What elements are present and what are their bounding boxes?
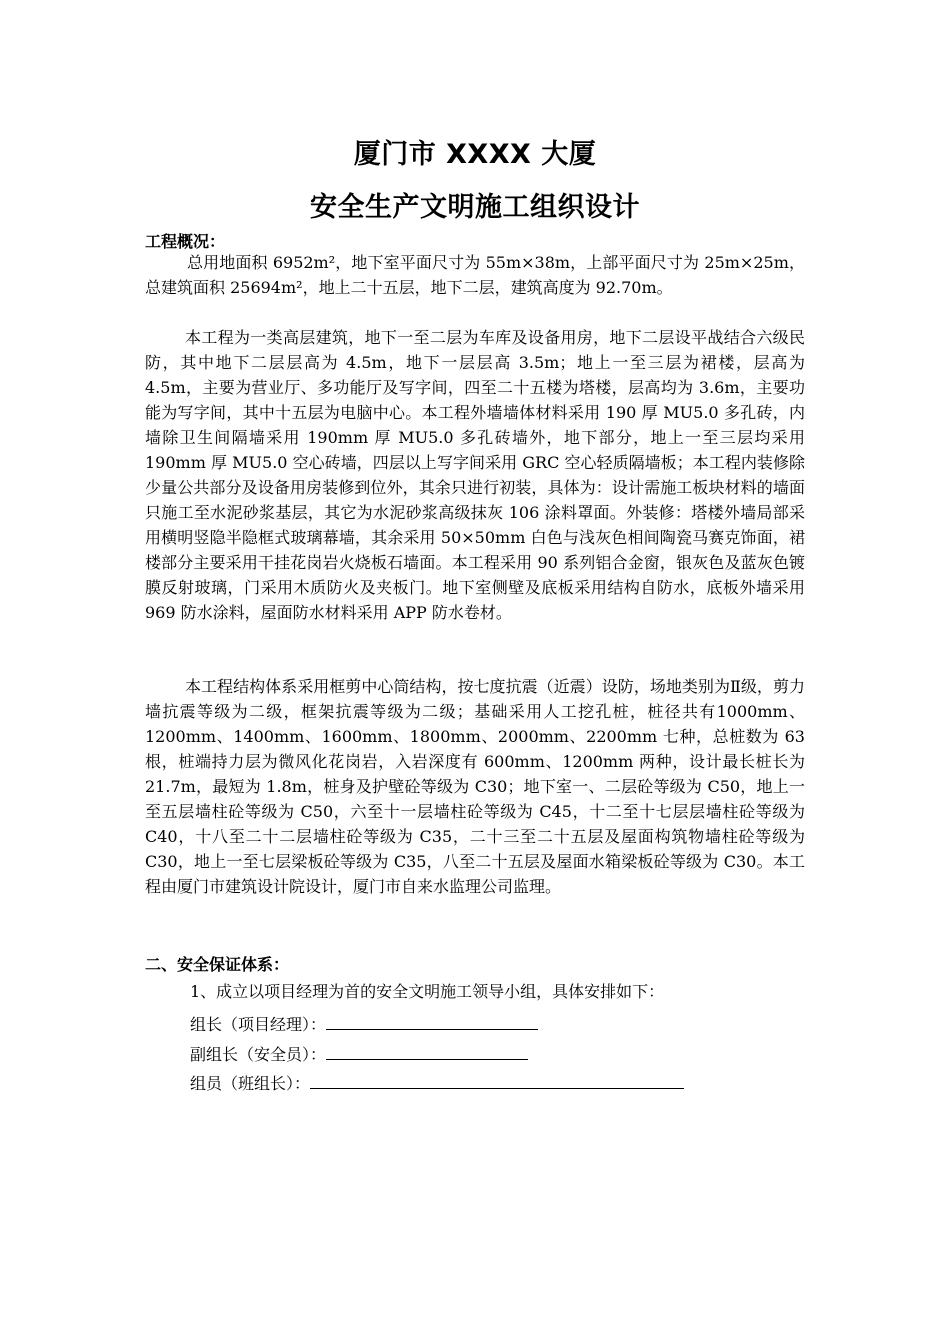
list-item-leadership-group: 1、成立以项目经理为首的安全文明施工领导小组，具体安排如下： [190,982,665,1001]
document-title-plan: 安全生产文明施工组织设计 [310,192,640,223]
deputy-field [190,1041,528,1067]
section-heading-overview: 工程概况： [145,232,226,251]
member-label: 组员（班组长）： [190,1074,311,1093]
deputy-label: 副组长（安全员）： [190,1045,327,1064]
paragraph-structure-description: 本工程结构体系采用框剪中心筒结构，按七度抗震（近震）设防，场地类别为Ⅱ级，剪力墙抗震等级为二级，框架抗震等级为二级；基础采用人工挖孔桩，桩径共有1000mm、1200mm、1400mm、1600mm、1800mm、2000mm、2200mm 七种，总桩数为 63 根，桩端持力层为微风化花岗岩，入岩深度有 600mm、1200mm 两种，设计最长桩长为 21.7m，最短为 1.8m，桩身及护壁砼等级为 C30；地下室一、二层砼等级为 C50，地上一至五层墙柱砼等级为 C50，六至十一层墙柱砼等级为 C45，十二至十七层层墙柱砼等级为 C40，十八至二十二层墙柱砼等级为 C35，二十三至二十五层及屋面构筑物墙柱砼等级为 C30，地上一至七层梁板砼等级为 C35，八至二十五层及屋面水箱梁板砼等级为 C30。本工程由厦门市建筑设计院设计，厦门市自来水监理公司监理。 [145,677,805,896]
document-title-building: 厦门市 XXXX 大厦 [353,139,597,170]
leader-blank-line [326,1011,538,1030]
deputy-blank-line [326,1041,528,1060]
leader-field [190,1011,538,1037]
member-blank-line [310,1070,684,1089]
paragraph-building-description: 本工程为一类高层建筑，地下一至二层为车库及设备用房，地下二层设平战结合六级民防，其中地下二层层高为 4.5m，地下一层层高 3.5m；地上一至三层为裙楼，层高为 4.5m，主要为营业厅、多功能厅及写字间，四至二十五楼为塔楼，层高均为 3.6m，主要功能为写字间，其中十五层为电脑中心。本工程外墙墙体材料采用 190 厚 MU5.0 多孔砖，内墙除卫生间隔墙采用 190mm 厚 MU5.0 多孔砖墙外，地下部分，地上一至三层均采用 190mm 厚 MU5.0 空心砖墙，四层以上写字间采用 GRC 空心轻质隔墙板；本工程内装修除少量公共部分及设备用房装修到位外，其余只进行初装，具体为：设计需施工板块材料的墙面只施工至水泥砂浆基层，其它为水泥砂浆高级抹灰 106 涂料罩面。外装修：塔楼外墙局部采用横明竖隐半隐框式玻璃幕墙，其余采用 50×50mm 白色与浅灰色相间陶瓷马赛克饰面，裙楼部分主要采用干挂花岗岩火烧板石墙面。本工程采用 90 系列铝合金窗，银灰色及蓝灰色镀膜反射玻璃，门采用木质防火及夹板门。地下室侧壁及底板采用结构自防水，底板外墙采用 969 防水涂料，屋面防水材料采用 APP 防水卷材。 [145,328,805,622]
paragraph-site-area: 总用地面积 6952m²，地下室平面尺寸为 55m×38m，上部平面尺寸为 25m×25m，总建筑面积 25694m²，地上二十五层，地下二层，建筑高度为 92.70m。 [145,253,805,297]
section-heading-safety-system: 二、安全保证体系： [145,955,290,974]
member-field [190,1070,684,1096]
leader-label: 组长（项目经理）： [190,1015,327,1034]
